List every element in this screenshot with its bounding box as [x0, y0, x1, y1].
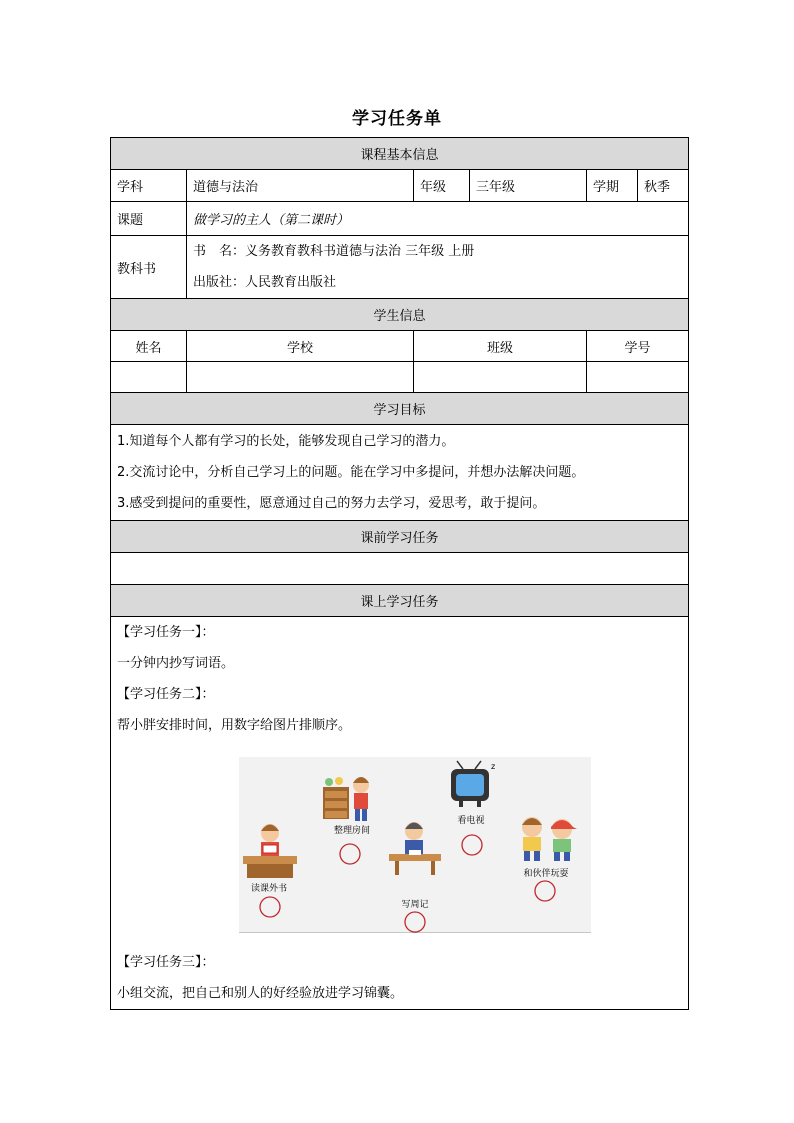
tidy-room-label: 整理房间 [333, 826, 371, 836]
schedule-illustration [239, 757, 591, 933]
goal-item-2: 2.交流讨论中，分析自己学习上的问题。能在学习中多提问，并想办法解决问题。 [117, 465, 585, 480]
task1-title: 【学习任务一】： [117, 625, 215, 640]
goal-item-3: 3.感受到提问的重要性，愿意通过自己的努力去学习，爱思考，敢于提问。 [117, 496, 546, 511]
student-class-input[interactable] [414, 362, 587, 393]
textbook-label: 教科书 [111, 236, 187, 299]
topic-value: 做学习的主人（第二课时） [187, 202, 689, 236]
watch-tv-label: 看电视 [457, 816, 485, 826]
student-class-col: 班级 [414, 331, 587, 362]
term-label: 学期 [587, 170, 638, 202]
in-class-tasks-header: 课上学习任务 [111, 585, 689, 617]
pre-class-tasks-header: 课前学习任务 [111, 521, 689, 553]
svg-text:z: z [491, 762, 496, 771]
student-info-header: 学生信息 [111, 299, 689, 331]
term-value: 秋季 [638, 170, 689, 202]
grade-label: 年级 [414, 170, 470, 202]
goal-item-1: 1.知道每个人都有学习的长处，能够发现自己学习的潜力。 [117, 434, 455, 449]
textbook-name: 书 名：义务教育教科书道德与法治 三年级 上册 [193, 244, 475, 259]
student-id-col: 学号 [587, 331, 689, 362]
task2-text: 帮小胖安排时间，用数字给图片排顺序。 [117, 718, 352, 733]
task2-title: 【学习任务二】： [117, 687, 215, 702]
task-sheet-table [110, 137, 689, 1010]
document-title: 学习任务单 [352, 109, 442, 129]
grade-value: 三年级 [470, 170, 587, 202]
textbook-publisher: 出版社：人民教育出版社 [193, 275, 337, 290]
goals-header: 学习目标 [111, 393, 689, 425]
student-name-input[interactable] [111, 362, 187, 393]
topic-label: 课题 [111, 202, 187, 236]
pre-class-tasks-content[interactable] [111, 553, 689, 585]
task1-text: 一分钟内抄写词语。 [117, 656, 235, 671]
task3-text: 小组交流，把自己和别人的好经验放进学习锦囊。 [117, 986, 404, 1001]
student-school-col: 学校 [187, 331, 414, 362]
student-name-col: 姓名 [111, 331, 187, 362]
course-info-header: 课程基本信息 [111, 138, 689, 170]
play-friends-label: 和伙伴玩耍 [523, 869, 569, 879]
subject-value: 道德与法治 [187, 170, 414, 202]
write-diary-label: 写周记 [401, 900, 429, 910]
student-id-input[interactable] [587, 362, 689, 393]
schedule-illustration-svg [239, 757, 591, 933]
subject-label: 学科 [111, 170, 187, 202]
read-books-label: 读课外书 [250, 884, 288, 894]
task3-title: 【学习任务三】： [117, 955, 215, 970]
student-school-input[interactable] [187, 362, 414, 393]
